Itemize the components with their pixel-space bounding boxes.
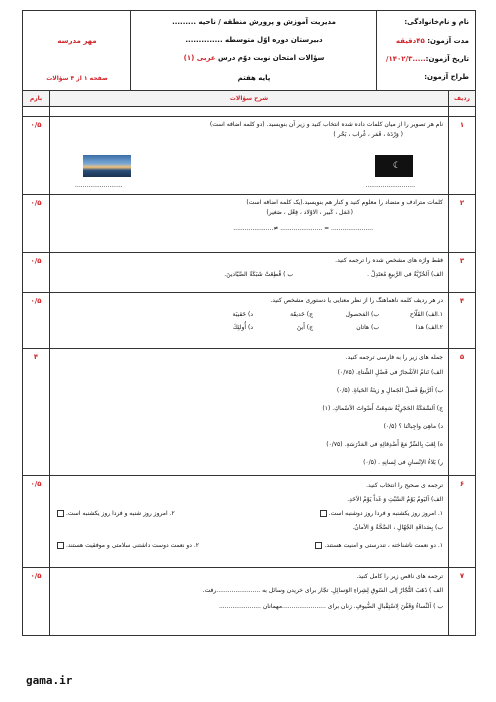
sentence: د) ماهِیَ واجِباتُنا ؟ (۰/۵) — [383, 423, 443, 430]
spacer-row — [23, 107, 475, 117]
question-number: ۳ — [459, 257, 465, 265]
question-body — [55, 296, 443, 336]
sentence: ر) بَلاءُ الاِنْسانِ فی لِسانِهِ . (۰/۵) — [363, 459, 443, 466]
sentence: ب) اَلرَّبیعُ فَصلُ الجَمالِ و زینَةُ الحَیاةِ. (۰/۵) — [336, 387, 443, 394]
item-b: ب) بِصَداقَةِ الجُهّالِ ، الصَّحَّةُ وَ الاَمانُ. — [352, 524, 443, 531]
sunset-sea-image — [83, 155, 131, 177]
word-options: ( وَرْدَة ، قَمَر ، غُراب ، بَحْر ) — [333, 131, 403, 138]
question-body — [55, 120, 443, 140]
sentence: ج) اَلسَّمَكَةُ الحَجَرِیَّةُ سَمِعَتْ أَصْواتَ الاَسْماكِ. (۱) — [322, 405, 443, 412]
option: ج) أَینَ — [296, 324, 313, 331]
question-score: ۰/۵ — [30, 480, 42, 488]
checkbox[interactable] — [57, 542, 64, 549]
header-center — [131, 11, 377, 90]
header-left — [23, 11, 131, 90]
checkbox[interactable] — [57, 510, 64, 517]
question-text: ترجمه ی صحیح را انتخاب کنید. — [366, 482, 443, 489]
page-indicator: صفحه ۱ از ۴ سؤالات — [46, 75, 108, 82]
option: ب) هاتان — [356, 324, 379, 331]
col-desc-header: شرح سؤالات — [229, 95, 269, 102]
item-b: ب ) اَلنِّساءُ وَقَفْنَ لِاسْتِقْبالِ الضُّیوفِ. زنان برای .......................مهمانان ...................... — [218, 603, 443, 610]
date-label: تاریخ آزمون:.....۱۴۰۲/۳/ — [385, 55, 469, 63]
checkbox[interactable] — [315, 542, 322, 549]
designer-label: طراح آزمون: — [424, 73, 469, 81]
question-score: ۰/۵ — [30, 121, 42, 129]
sentence: الف) تَنامُ الاَشْجارُ فی فَصْلِ الشِّتاءِ. (۰/۷۵) — [337, 369, 443, 376]
checkbox[interactable] — [320, 510, 327, 517]
question-body — [55, 571, 443, 615]
question-text: ترجمه های ناقص زیر را کامل کنید. — [356, 573, 443, 580]
question-number: ۱ — [459, 121, 465, 129]
header-right — [377, 11, 475, 90]
question-body — [55, 479, 443, 553]
question-3 — [23, 253, 475, 293]
question-score: ۰/۵ — [30, 257, 42, 265]
district-title: مدیریت آموزش و پرورش منطقه / ناحیه ......... — [172, 18, 336, 26]
sentence: ه) لِعَبَ بِالسِّرِّ مَعَ أَصْدِقائِهِ فی المَدْرَسَةِ. (۰/۷۵) — [326, 441, 443, 448]
question-text: کلمات مترادف و متضاد را معلوم کنید و کنار هم بنویسید.(یک کلمه اضافه است) — [246, 199, 443, 206]
question-score: ۰/۵ — [30, 199, 42, 207]
exam-title: سؤالات امتحان نوبت دوّم درس عربی (۱) — [183, 54, 325, 62]
question-body — [55, 256, 443, 282]
col-num-header: ردیف — [454, 95, 470, 102]
question-4 — [23, 293, 475, 349]
exam-sheet — [22, 10, 476, 636]
option: د) حَقیبَة — [232, 311, 253, 318]
option: ۲.الف) هذا — [415, 324, 443, 331]
option: ج) حَدیقَة — [290, 311, 313, 318]
choice-a2: ۲. امروز روز شنبه و فردا روز یکشنبه است. — [55, 507, 175, 521]
option: د) أُولئِكَ — [232, 324, 253, 331]
question-text: فقط واژه های مشخص شده را ترجمه کنید. — [335, 257, 443, 264]
question-score: ۰/۵ — [30, 297, 42, 305]
question-body — [55, 198, 443, 234]
question-number: ۲ — [459, 199, 465, 207]
question-text: جمله های زیر را به فارسی ترجمه کنید. — [345, 354, 443, 361]
choice-b2: ۲. دو نعمت دوست داشتنی سلامتی و موفقیت هستند. — [55, 539, 199, 553]
question-number: ۷ — [459, 572, 465, 580]
question-6 — [23, 476, 475, 568]
item-a: الف) اَلحُرِّیَّةُ فی الرَّبیعِ مُعتَدِلٌ . — [367, 271, 443, 278]
col-score-header: بارم — [29, 95, 43, 102]
question-number: ۴ — [459, 297, 465, 305]
choice-a1: ۱. امروز روز یکشنبه و فردا روز دوشنبه است. — [318, 507, 443, 521]
question-score: ۰/۵ — [30, 572, 42, 580]
question-text: نام هر تصویر را از میان کلمات داده شده انتخاب کنید و زیر آن بنویسید. (دو کلمه اضافه است) — [209, 121, 443, 128]
answer-line[interactable]: ...................... = ...................... ≠..................... — [233, 225, 373, 232]
item-b: ب ) قُطِعَتْ شَبَكَةُ الصَّیّادینَ. — [224, 271, 293, 278]
footer-site: gama.ir — [26, 674, 73, 687]
question-7 — [23, 568, 475, 637]
question-score: ۴ — [33, 353, 39, 361]
school-title: دبیرستان دوره اوّل متوسطه .............. — [185, 36, 323, 44]
duration-label: مدت آزمون: ۴۵دقیقه — [395, 37, 469, 45]
word-options: (عَمَل ، کَبیر ، الاوْلاد ، فِعْل ، صَغیر) — [266, 209, 353, 216]
option: ۱.الف) الفَلّاح — [409, 311, 443, 318]
question-1 — [23, 117, 475, 195]
question-2 — [23, 195, 475, 253]
option: ب) المَحصول — [345, 311, 379, 318]
table-header — [23, 91, 475, 107]
school-stamp-label: مهر مدرسه — [57, 37, 97, 45]
item-a: الف ) ذَهَبَ التُّجّارُ إلی السّوقِ لِشِراءِ الوَسائِلِ. تجّار برای خریدن وسائل به .......................رفت. — [202, 587, 443, 594]
grade-title: پایه هفتم — [237, 74, 271, 82]
answer-blank-2[interactable]: ......................... — [75, 182, 123, 189]
question-5 — [23, 349, 475, 476]
answer-blank-1[interactable]: .......................... — [365, 182, 415, 189]
question-body — [55, 352, 443, 472]
question-number: ۵ — [459, 353, 465, 361]
question-number: ۶ — [459, 480, 465, 488]
choice-b1: ۱. دو نعمت ناشناخته ، تندرستی و امنیت هستند. — [313, 539, 443, 553]
moon-night-image: ☾ — [375, 155, 413, 177]
name-label: نام و نام‌خانوادگی: — [404, 18, 469, 26]
question-text: در هر ردیف کلمه ناهماهنگ را از نظر معنایی یا دستوری مشخص کنید. — [270, 297, 443, 304]
item-a: الف) اَلیَومُ یَوْمُ السَّبْتِ وَ غَداً یَوْمُ الاَحَدِ. — [347, 496, 443, 503]
